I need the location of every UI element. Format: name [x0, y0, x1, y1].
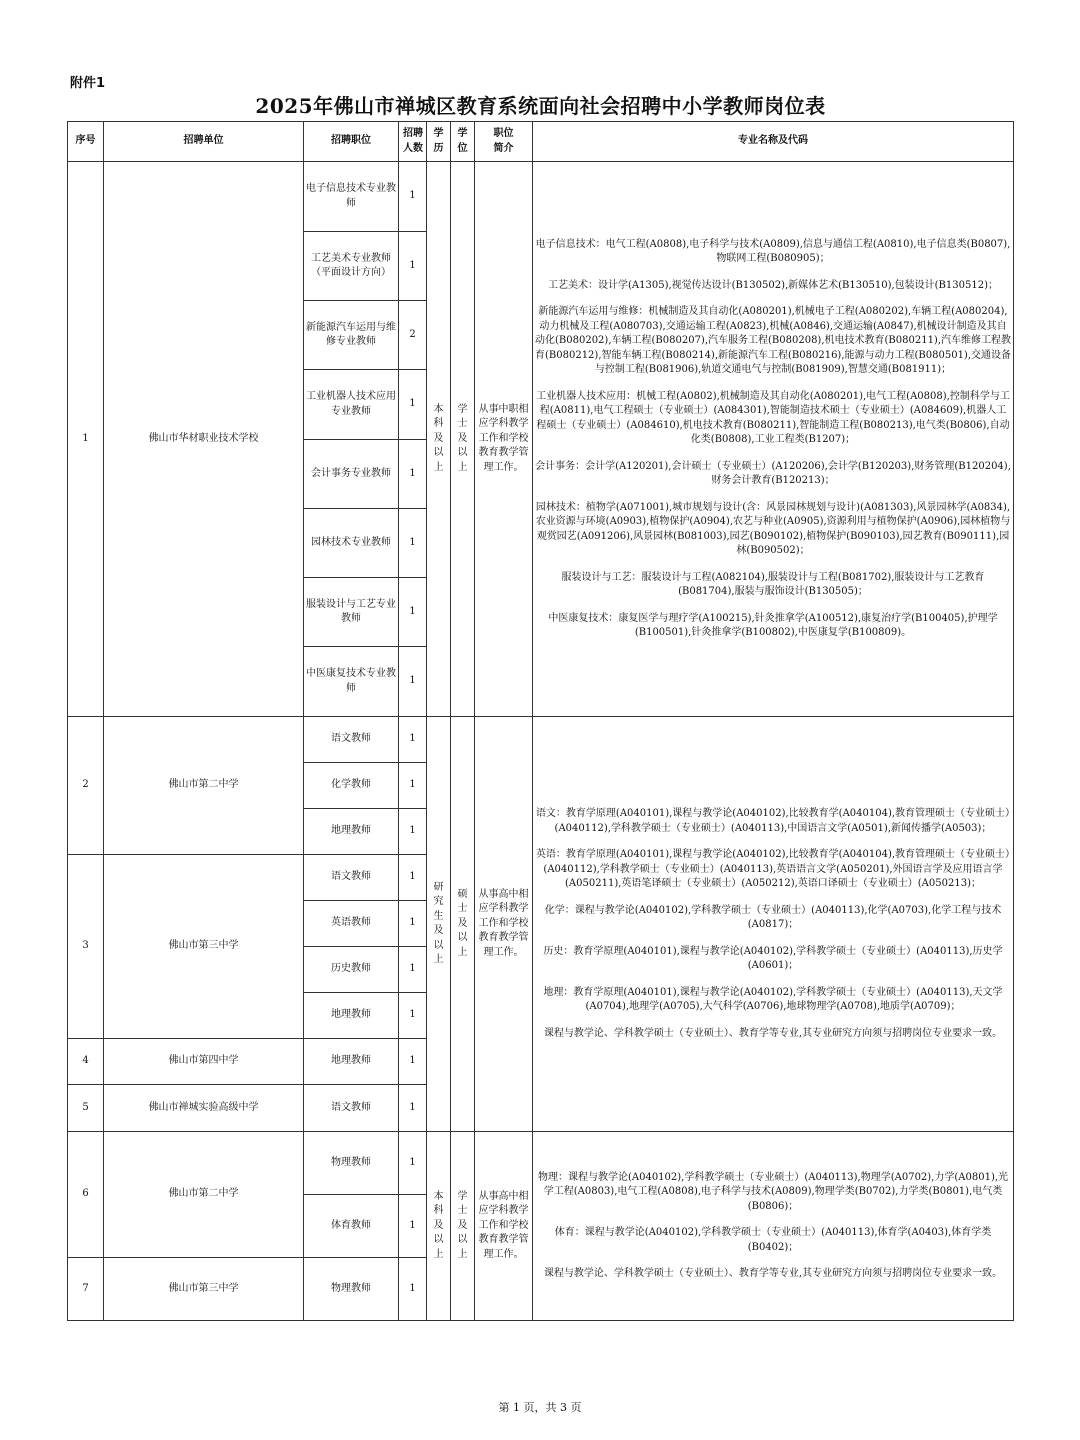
count-cell: 1	[399, 993, 427, 1039]
major-paragraph: 服装设计与工艺：服装设计与工程(A082104),服装设计与工程(B081702),服装设计与工艺教育(B081704),服装与服饰设计(B130505)；	[561, 571, 985, 597]
count-cell: 1	[399, 509, 427, 578]
header-majors: 专业名称及代码	[533, 122, 1014, 162]
education-cell: 研究生及以上	[427, 717, 451, 1132]
position-cell: 英语教师	[304, 901, 399, 947]
major-paragraph: 语文：教育学原理(A040101),课程与教学论(A040102),比较教育学(A040104),教育管理硕士（专业硕士）(A040112),学科教学硕士（专业硕士）(A040113),中国语言文学(A0501),新闻传播学(A0503)；	[535, 808, 1011, 834]
position-cell: 历史教师	[304, 947, 399, 993]
position-cell: 中医康复技术专业教师	[304, 647, 399, 717]
position-cell: 语文教师	[304, 717, 399, 763]
count-cell: 1	[399, 1039, 427, 1085]
position-cell: 工业机器人技术应用专业教师	[304, 370, 399, 440]
education-cell: 本科及以上	[427, 162, 451, 717]
position-cell: 会计事务专业教师	[304, 440, 399, 509]
table-row	[68, 717, 1014, 763]
major-paragraph: 会计事务：会计学(A120201),会计硕士（专业硕士）(A120206),会计学(B120203),财务管理(B120204),财务会计教育(B120213)；	[535, 460, 1011, 486]
intro-cell: 从事高中相应学科教学工作和学校教育教学管理工作。	[475, 1132, 533, 1321]
unit-cell: 佛山市华材职业技术学校	[104, 162, 304, 717]
major-paragraph: 英语：教育学原理(A040101),课程与教学论(A040102),比较教育学(A040104),教育管理硕士（专业硕士）(A040112),学科教学硕士（专业硕士）(A040113),英语语言文学(A050201),外国语言学及应用语言学(A050211),英语笔译硕士（专业硕士）(A050212),英语口译硕士（专业硕士）(A050213)；	[535, 849, 1011, 889]
count-cell: 1	[399, 809, 427, 855]
page-footer: 第 1 页，共 3 页	[498, 1401, 582, 1414]
major-paragraph: 地理：教育学原理(A040101),课程与教学论(A040102),学科教学硕士（专业硕士）(A040113),天文学(A0704),地理学(A0705),大气科学(A0706),地球物理学(A0708),地质学(A0709)；	[543, 986, 1003, 1012]
position-cell: 地理教师	[304, 1039, 399, 1085]
majors-cell	[533, 1132, 1014, 1321]
majors-cell	[533, 162, 1014, 717]
position-cell: 物理教师	[304, 1258, 399, 1321]
major-paragraph: 新能源汽车运用与维修：机械制造及其自动化(A080201),机械电子工程(A080202),车辆工程(A080204),动力机械及工程(A080703),交通运输工程(A0823),机械(A0846),交通运输(A0847),机械设计制造及其自动化(B080202),车辆工程(B080207),汽车服务工程(B080208),机电技术教育(B080211),汽车维修工程教育(B080212),智能车辆工程(B080214),新能源汽车工程(B080216),能源与动力工程(B080501),交通设备与控制工程(B081906),轨道交通电气与控制(B081909),智慧交通(B081911)；	[535, 306, 1012, 375]
positions-table	[67, 121, 1014, 1321]
count-cell: 2	[399, 301, 427, 370]
unit-cell: 佛山市第三中学	[104, 855, 304, 1039]
degree-cell: 学士及以上	[451, 1132, 475, 1321]
count-cell: 1	[399, 1195, 427, 1258]
seq-cell: 5	[68, 1085, 104, 1132]
position-cell: 化学教师	[304, 763, 399, 809]
count-cell: 1	[399, 1132, 427, 1195]
intro-cell: 从事高中相应学科教学工作和学校教育教学管理工作。	[475, 717, 533, 1132]
unit-cell: 佛山市第二中学	[104, 1132, 304, 1258]
count-cell: 1	[399, 717, 427, 763]
major-paragraph: 园林技术：植物学(A071001),城市规划与设计(含：风景园林规划与设计)(A081303),风景园林学(A0834),农业资源与环境(A0903),植物保护(A0904),农艺与种业(A0905),资源利用与植物保护(A0906),园林植物与观赏园艺(A091206),风景园林(B081003),园艺(B090102),植物保护(B090103),园艺教育(B090111),园林(B090502)；	[535, 501, 1011, 556]
position-cell: 电子信息技术专业教师	[304, 162, 399, 232]
majors-cell	[533, 717, 1014, 1132]
major-paragraph: 工艺美术：设计学(A1305),视觉传达设计(B130502),新媒体艺术(B130510),包装设计(B130512)；	[548, 279, 998, 291]
header-intro: 职位简介	[475, 122, 533, 162]
position-cell: 体育教师	[304, 1195, 399, 1258]
position-cell: 物理教师	[304, 1132, 399, 1195]
position-cell: 语文教师	[304, 1085, 399, 1132]
seq-cell: 7	[68, 1258, 104, 1321]
count-cell: 1	[399, 370, 427, 440]
header-unit: 招聘单位	[104, 122, 304, 162]
position-cell: 工艺美术专业教师（平面设计方向）	[304, 232, 399, 301]
unit-cell: 佛山市第四中学	[104, 1039, 304, 1085]
position-cell: 语文教师	[304, 855, 399, 901]
major-paragraph: 物理：课程与教学论(A040102),学科教学硕士（专业硕士）(A040113),物理学(A0702),力学(A0801),光学工程(A0803),电气工程(A0808),电子科学与技术(A0809),物理学类(B0702),力学类(B0801),电气类(B0806)；	[537, 1171, 1009, 1212]
major-paragraph: 历史：教育学原理(A040101),课程与教学论(A040102),学科教学硕士（专业硕士）(A040113),历史学(A0601)；	[543, 945, 1003, 971]
unit-cell: 佛山市第三中学	[104, 1258, 304, 1321]
table-row	[68, 1132, 1014, 1195]
header-seq: 序号	[68, 122, 104, 162]
position-cell: 服装设计与工艺专业教师	[304, 578, 399, 647]
header-edu: 学历	[427, 122, 451, 162]
major-paragraph: 体育：课程与教学论(A040102),学科教学硕士（专业硕士）(A040113),体育学(A0403),体育学类(B0402)；	[554, 1227, 992, 1253]
table-row	[68, 162, 1014, 232]
count-cell: 1	[399, 855, 427, 901]
header-degree: 学位	[451, 122, 475, 162]
count-cell: 1	[399, 440, 427, 509]
count-cell: 1	[399, 763, 427, 809]
table-header-row	[68, 122, 1014, 162]
count-cell: 1	[399, 901, 427, 947]
seq-cell: 6	[68, 1132, 104, 1258]
position-cell: 园林技术专业教师	[304, 509, 399, 578]
count-cell: 1	[399, 1085, 427, 1132]
education-cell: 本科及以上	[427, 1132, 451, 1321]
header-position: 招聘职位	[304, 122, 399, 162]
seq-cell: 3	[68, 855, 104, 1039]
seq-cell: 2	[68, 717, 104, 855]
count-cell: 1	[399, 1258, 427, 1321]
count-cell: 1	[399, 947, 427, 993]
major-paragraph: 课程与教学论、学科教学硕士（专业硕士）、教育学等专业,其专业研究方向须与招聘岗位专业要求一致。	[543, 1027, 1003, 1039]
page-title: 2025年佛山市禅城区教育系统面向社会招聘中小学教师岗位表	[255, 94, 826, 118]
unit-cell: 佛山市禅城实验高级中学	[104, 1085, 304, 1132]
major-paragraph: 课程与教学论、学科教学硕士（专业硕士）、教育学等专业,其专业研究方向须与招聘岗位专业要求一致。	[543, 1268, 1003, 1279]
count-cell: 1	[399, 578, 427, 647]
count-cell: 1	[399, 647, 427, 717]
major-paragraph: 中医康复技术：康复医学与理疗学(A100215),针灸推拿学(A100512),康复治疗学(B100405),护理学(B100501),针灸推拿学(B100802),中医康复学(B100809)。	[548, 612, 998, 638]
degree-cell: 学士及以上	[451, 162, 475, 717]
seq-cell: 4	[68, 1039, 104, 1085]
position-cell: 地理教师	[304, 809, 399, 855]
major-paragraph: 化学：课程与教学论(A040102),学科教学硕士（专业硕士）(A040113),化学(A0703),化学工程与技术(A0817)；	[544, 904, 1002, 930]
intro-cell: 从事中职相应学科教学工作和学校教育教学管理工作。	[475, 162, 533, 717]
header-count: 招聘人数	[399, 122, 427, 162]
unit-cell: 佛山市第二中学	[104, 717, 304, 855]
seq-cell: 1	[68, 162, 104, 717]
count-cell: 1	[399, 232, 427, 301]
count-cell: 1	[399, 162, 427, 232]
position-cell: 地理教师	[304, 993, 399, 1039]
attachment-label: 附件1	[70, 76, 106, 91]
position-cell: 新能源汽车运用与维修专业教师	[304, 301, 399, 370]
major-paragraph: 电子信息技术：电气工程(A0808),电子科学与技术(A0809),信息与通信工程(A0810),电子信息类(B0807),物联网工程(B080905)；	[535, 238, 1011, 264]
major-paragraph: 工业机器人技术应用：机械工程(A0802),机械制造及其自动化(A080201),电气工程(A0808),控制科学与工程(A0811),电气工程硕士（专业硕士）(A084301),智能制造技术硕士（专业硕士）(A084609),机器人工程硕士（专业硕士）(A084610),机电技术教育(B080211),智能制造工程(B080213),电气类(B0806),自动化类(B0808),工业工程类(B1207)；	[536, 390, 1010, 445]
degree-cell: 硕士及以上	[451, 717, 475, 1132]
